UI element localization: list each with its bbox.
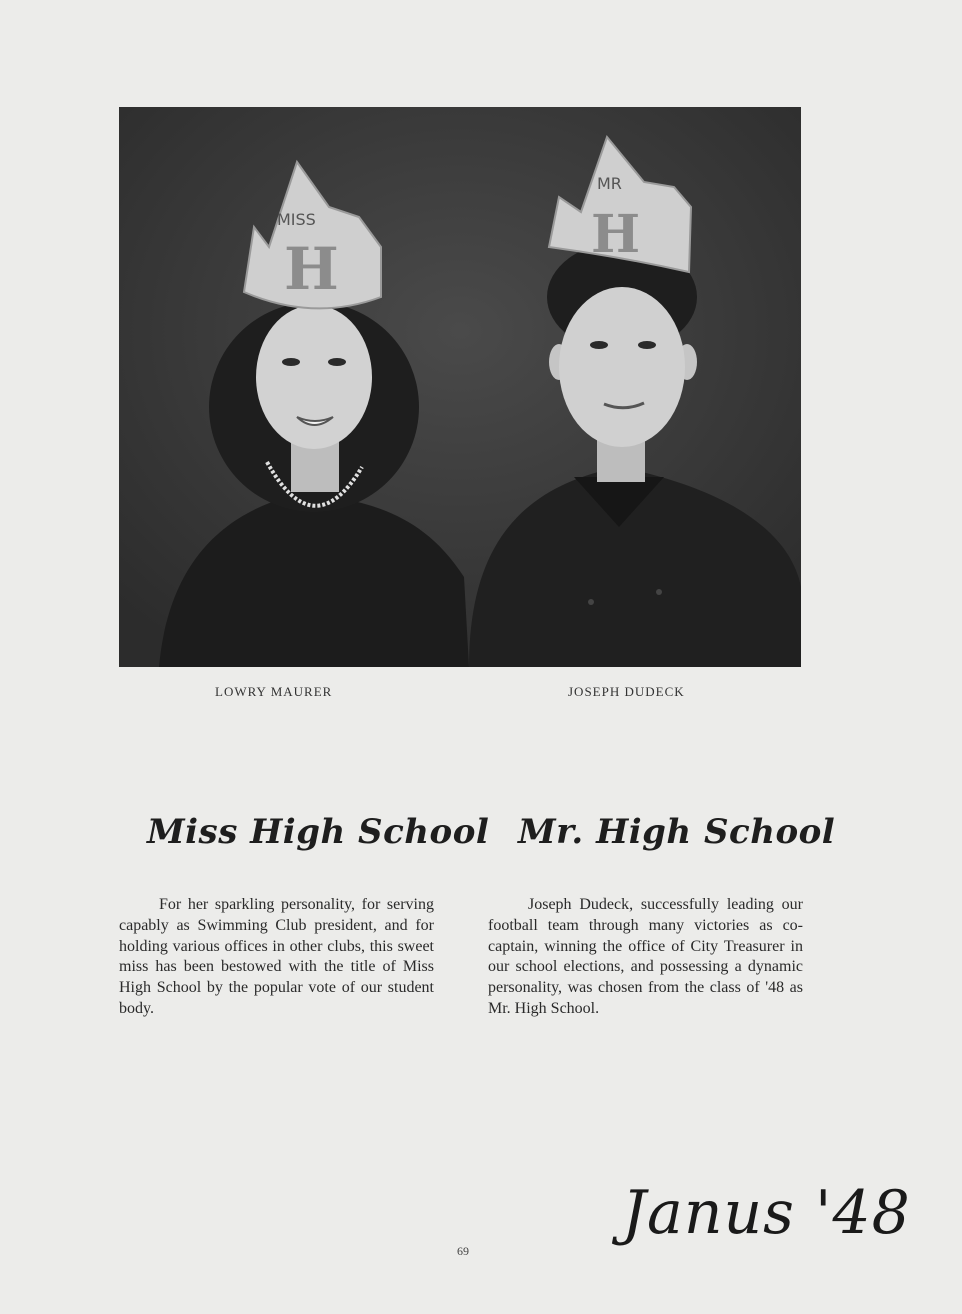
crown-left-text: MISS xyxy=(277,210,316,229)
crown-right-letter: H xyxy=(591,204,641,265)
janus-signature: Janus '48 xyxy=(622,1178,911,1248)
portrait-illustration xyxy=(119,107,801,667)
crown-right-text: MR xyxy=(597,174,622,193)
heading-mr-high-school: Mr. High School xyxy=(518,812,836,852)
crown-left-letter: H xyxy=(284,235,339,303)
paragraph-right: Joseph Dudeck, successfully leading our football team through many victories as co-captain, winning the office of City Treasurer in our school elections, and possessing a dynamic personality, was chosen from the class of '48 as Mr. High School. xyxy=(488,896,803,1017)
portrait-photo xyxy=(119,107,801,667)
page-number: 69 xyxy=(457,1244,469,1258)
caption-right: JOSEPH DUDECK xyxy=(568,684,685,699)
caption-left: LOWRY MAURER xyxy=(215,684,333,699)
paragraph-left: For her sparkling personality, for serving capably as Swimming Club president, and for holding various offices in other clubs, this sweet miss has been bestowed with the title of Miss High School by the popular vote of our student body. xyxy=(119,896,434,1017)
heading-miss-high-school: Miss High School xyxy=(147,812,490,852)
